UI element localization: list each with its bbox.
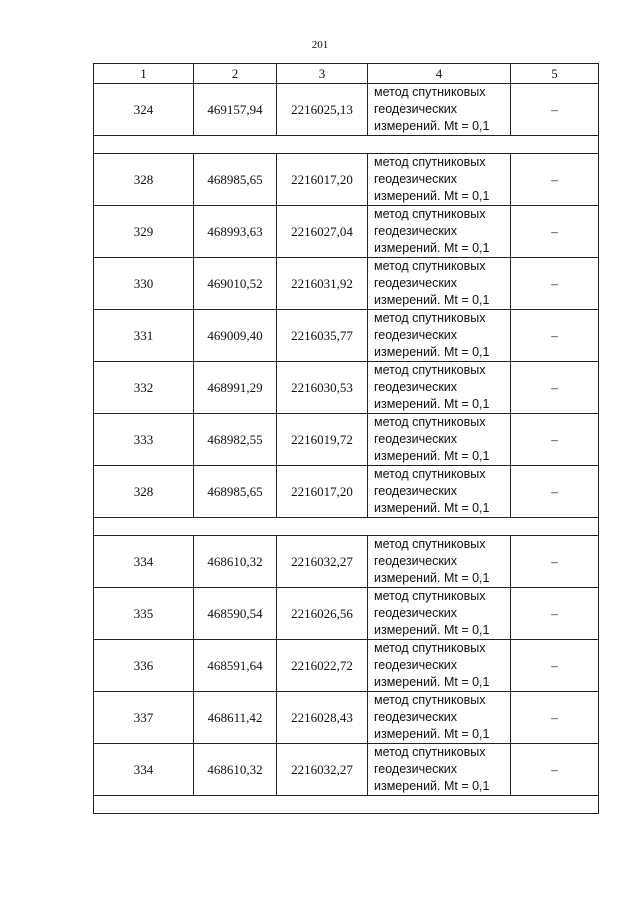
method-text-line: метод спутниковых: [374, 207, 486, 221]
method-text-line: измерений. Mt = 0,1: [374, 501, 490, 515]
method-text-line: измерений. Mt = 0,1: [374, 449, 490, 463]
table-row: [94, 692, 599, 744]
dash-cell: –: [511, 466, 599, 518]
table-row: [94, 258, 599, 310]
method-text-line: измерений. Mt = 0,1: [374, 779, 490, 793]
x-coordinate-cell: 469010,52: [194, 258, 277, 310]
method-text-line: метод спутниковых: [374, 467, 486, 481]
point-number-cell: 331: [94, 310, 194, 362]
y-coordinate-cell: 2216031,92: [277, 258, 368, 310]
method-text-line: измерений. Mt = 0,1: [374, 293, 490, 307]
method-cell: [368, 310, 511, 362]
separator-cell: [94, 796, 599, 814]
dash-cell: –: [511, 536, 599, 588]
y-coordinate-cell: 2216017,20: [277, 154, 368, 206]
method-text-line: метод спутниковых: [374, 85, 486, 99]
method-text-line: метод спутниковых: [374, 641, 486, 655]
point-number-cell: 332: [94, 362, 194, 414]
method-cell: [368, 258, 511, 310]
method-cell: [368, 206, 511, 258]
method-text-line: геодезических: [374, 432, 458, 446]
method-text-line: геодезических: [374, 224, 458, 238]
x-coordinate-cell: 468610,32: [194, 744, 277, 796]
table-row: [94, 310, 599, 362]
method-text-line: геодезических: [374, 380, 458, 394]
x-coordinate-cell: 468611,42: [194, 692, 277, 744]
method-text-line: метод спутниковых: [374, 259, 486, 273]
table-row: [94, 588, 599, 640]
dash-cell: –: [511, 692, 599, 744]
dash-cell: –: [511, 640, 599, 692]
y-coordinate-cell: 2216027,04: [277, 206, 368, 258]
method-cell: [368, 84, 511, 136]
point-number-cell: 337: [94, 692, 194, 744]
table-row: [94, 206, 599, 258]
method-text-line: геодезических: [374, 484, 458, 498]
method-text-line: геодезических: [374, 606, 458, 620]
dash-cell: –: [511, 154, 599, 206]
point-number-cell: 324: [94, 84, 194, 136]
method-text-line: измерений. Mt = 0,1: [374, 727, 490, 741]
column-header: 1: [94, 64, 194, 84]
point-number-cell: 330: [94, 258, 194, 310]
y-coordinate-cell: 2216028,43: [277, 692, 368, 744]
method-cell: [368, 414, 511, 466]
point-number-cell: 336: [94, 640, 194, 692]
x-coordinate-cell: 468610,32: [194, 536, 277, 588]
dash-cell: –: [511, 258, 599, 310]
method-text-line: геодезических: [374, 276, 458, 290]
method-text-line: геодезических: [374, 102, 458, 116]
coordinates-table: [93, 63, 599, 814]
table-row: [94, 414, 599, 466]
x-coordinate-cell: 468982,55: [194, 414, 277, 466]
table-body: [94, 64, 599, 814]
method-cell: [368, 744, 511, 796]
point-number-cell: 333: [94, 414, 194, 466]
method-text-line: измерений. Mt = 0,1: [374, 571, 490, 585]
point-number-cell: 329: [94, 206, 194, 258]
method-text-line: измерений. Mt = 0,1: [374, 241, 490, 255]
method-cell: [368, 588, 511, 640]
method-text-line: геодезических: [374, 762, 458, 776]
table-row: [94, 640, 599, 692]
separator-row: [94, 518, 599, 536]
dash-cell: –: [511, 588, 599, 640]
separator-cell: [94, 518, 599, 536]
page-number: 201: [311, 39, 329, 51]
y-coordinate-cell: 2216030,53: [277, 362, 368, 414]
method-text-line: метод спутниковых: [374, 363, 486, 377]
separator-cell: [94, 136, 599, 154]
method-text-line: измерений. Mt = 0,1: [374, 397, 490, 411]
x-coordinate-cell: 468985,65: [194, 154, 277, 206]
method-cell: [368, 362, 511, 414]
x-coordinate-cell: 468591,64: [194, 640, 277, 692]
dash-cell: –: [511, 414, 599, 466]
method-text-line: метод спутниковых: [374, 589, 486, 603]
table-row: [94, 466, 599, 518]
dash-cell: –: [511, 744, 599, 796]
method-text-line: метод спутниковых: [374, 693, 486, 707]
dash-cell: –: [511, 206, 599, 258]
y-coordinate-cell: 2216022,72: [277, 640, 368, 692]
method-text-line: метод спутниковых: [374, 415, 486, 429]
column-header: 4: [368, 64, 511, 84]
dash-cell: –: [511, 310, 599, 362]
x-coordinate-cell: 469009,40: [194, 310, 277, 362]
separator-row: [94, 796, 599, 814]
method-cell: [368, 536, 511, 588]
column-header: 2: [194, 64, 277, 84]
point-number-cell: 334: [94, 744, 194, 796]
method-cell: [368, 154, 511, 206]
table-row: [94, 744, 599, 796]
table-row: [94, 84, 599, 136]
y-coordinate-cell: 2216032,27: [277, 744, 368, 796]
point-number-cell: 328: [94, 154, 194, 206]
method-text-line: геодезических: [374, 658, 458, 672]
method-text-line: геодезических: [374, 554, 458, 568]
y-coordinate-cell: 2216026,56: [277, 588, 368, 640]
method-text-line: измерений. Mt = 0,1: [374, 675, 490, 689]
point-number-cell: 328: [94, 466, 194, 518]
table-header-row: [94, 64, 599, 84]
dash-cell: –: [511, 362, 599, 414]
x-coordinate-cell: 468993,63: [194, 206, 277, 258]
y-coordinate-cell: 2216025,13: [277, 84, 368, 136]
method-text-line: измерений. Mt = 0,1: [374, 345, 490, 359]
dash-cell: –: [511, 84, 599, 136]
method-text-line: измерений. Mt = 0,1: [374, 623, 490, 637]
table-row: [94, 362, 599, 414]
separator-row: [94, 136, 599, 154]
table-row: [94, 536, 599, 588]
column-header: 5: [511, 64, 599, 84]
y-coordinate-cell: 2216019,72: [277, 414, 368, 466]
method-cell: [368, 692, 511, 744]
point-number-cell: 334: [94, 536, 194, 588]
method-text-line: метод спутниковых: [374, 311, 486, 325]
x-coordinate-cell: 468590,54: [194, 588, 277, 640]
x-coordinate-cell: 468991,29: [194, 362, 277, 414]
point-number-cell: 335: [94, 588, 194, 640]
method-cell: [368, 466, 511, 518]
method-text-line: геодезических: [374, 710, 458, 724]
method-text-line: измерений. Mt = 0,1: [374, 119, 490, 133]
method-text-line: метод спутниковых: [374, 745, 486, 759]
method-text-line: метод спутниковых: [374, 537, 486, 551]
y-coordinate-cell: 2216035,77: [277, 310, 368, 362]
method-text-line: геодезических: [374, 328, 458, 342]
method-text-line: геодезических: [374, 172, 458, 186]
method-cell: [368, 640, 511, 692]
x-coordinate-cell: 469157,94: [194, 84, 277, 136]
x-coordinate-cell: 468985,65: [194, 466, 277, 518]
y-coordinate-cell: 2216032,27: [277, 536, 368, 588]
y-coordinate-cell: 2216017,20: [277, 466, 368, 518]
column-header: 3: [277, 64, 368, 84]
method-text-line: измерений. Mt = 0,1: [374, 189, 490, 203]
method-text-line: метод спутниковых: [374, 155, 486, 169]
table-row: [94, 154, 599, 206]
